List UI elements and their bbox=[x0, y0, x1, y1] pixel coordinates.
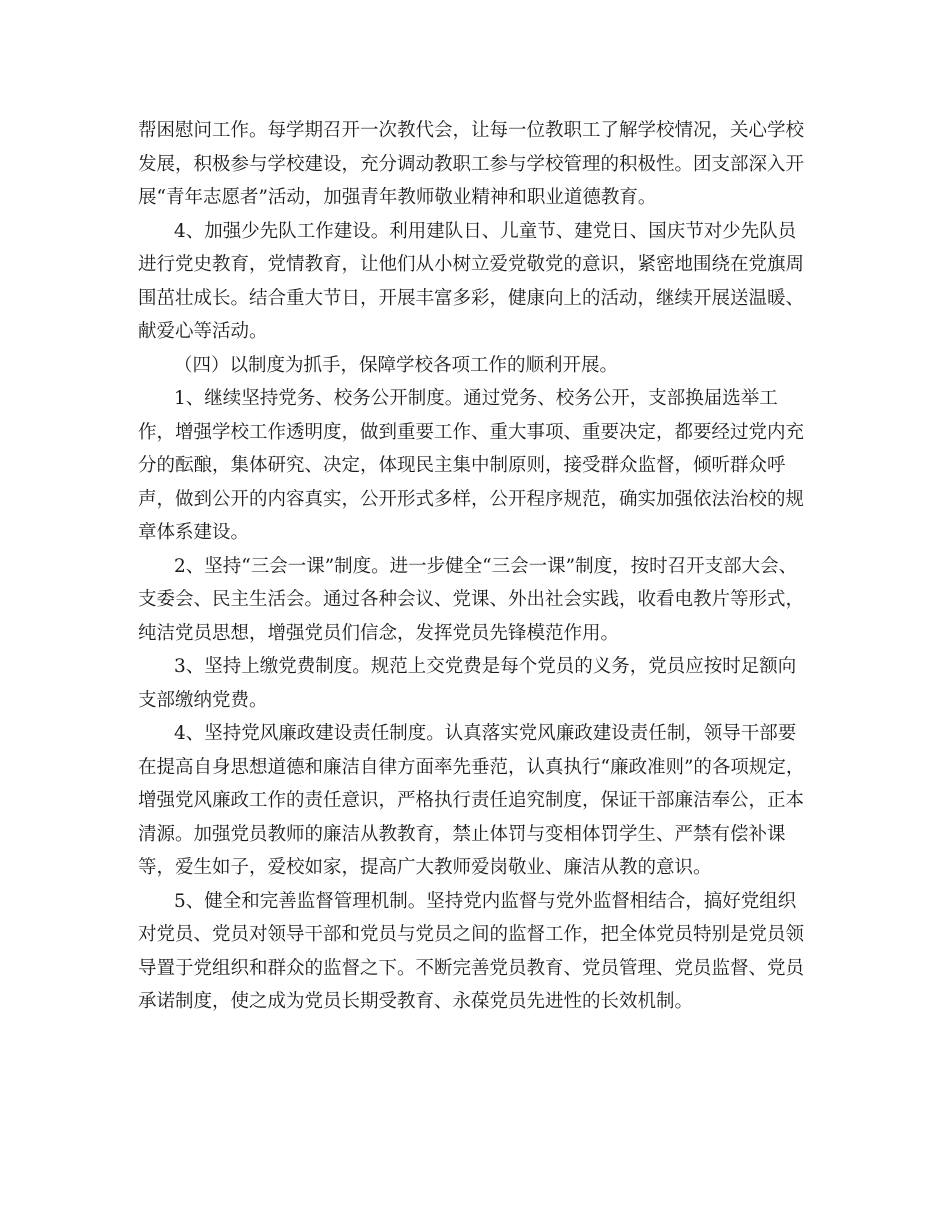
paragraph-start-line: 1、继续坚持党务、校务公开制度。通过党务、校务公开，支部换届选举工 bbox=[174, 388, 778, 409]
text-line: 献爱心等活动。 bbox=[138, 321, 268, 342]
text-line: 承诺制度，使之成为党员长期受教育、永葆党员先进性的长效机制。 bbox=[138, 991, 694, 1012]
paragraph-start-line: 4、坚持党风廉政建设责任制度。认真落实党风廉政建设责任制，领导干部要 bbox=[174, 723, 797, 744]
text-line: 进行党史教育，党情教育，让他们从小树立爱党敬党的意识，紧密地围绕在党旗周 bbox=[138, 254, 805, 275]
paragraph-start-line: 4、加强少先队工作建设。利用建队日、儿童节、建党日、国庆节对少先队员 bbox=[174, 220, 797, 242]
text-line: 展“青年志愿者”活动，加强青年教师敬业精神和职业道德教育。 bbox=[138, 187, 657, 208]
text-line: 作，增强学校工作透明度，做到重要工作、重大事项、重要决定，都要经过党内充 bbox=[138, 421, 805, 443]
paragraph-start-line: 3、坚持上缴党费制度。规范上交党费是每个党员的义务，党员应按时足额向 bbox=[174, 656, 797, 677]
text-line: 对党员、党员对领导干部和党员与党员之间的监督工作，把全体党员特别是党员领 bbox=[138, 924, 805, 945]
text-line: 在提高自身思想道德和廉洁自律方面率先垂范，认真执行“廉政准则”的各项规定， bbox=[138, 756, 805, 778]
section-heading: （四）以制度为抓手，保障学校各项工作的顺利开展。 bbox=[174, 354, 619, 376]
text-line: 发展，积极参与学校建设，充分调动教职工参与学校管理的积极性。团支部深入开 bbox=[138, 153, 805, 175]
paragraph-start-line: 5、健全和完善监督管理机制。坚持党内监督与党外监督相结合，搞好党组织 bbox=[174, 890, 797, 912]
text-line: 支部缴纳党费。 bbox=[138, 689, 268, 711]
text-line: 帮困慰问工作。每学期召开一次教代会，让每一位教职工了解学校情况，关心学校 bbox=[138, 120, 805, 141]
text-line: 分的酝酿，集体研究、决定，体现民主集中制原则，接受群众监督，倾听群众呼 bbox=[138, 455, 786, 476]
text-line: 增强党风廉政工作的责任意识，严格执行责任追究制度，保证干部廉洁奉公，正本 bbox=[138, 790, 805, 811]
text-line: 围茁壮成长。结合重大节日，开展丰富多彩，健康向上的活动，继续开展送温暖、 bbox=[138, 287, 805, 309]
document-body bbox=[138, 114, 818, 1019]
text-line: 等，爱生如子，爱校如家，提高广大教师爱岗敬业、廉洁从教的意识。 bbox=[138, 857, 712, 878]
text-line: 导置于党组织和群众的监督之下。不断完善党员教育、党员管理、党员监督、党员 bbox=[138, 957, 805, 979]
text-line: 纯洁党员思想，增强党员们信念，发挥党员先锋模范作用。 bbox=[138, 622, 620, 644]
paragraph-start-line: 2、坚持“三会一课”制度。进一步健全“三会一课”制度，按时召开支部大会、 bbox=[174, 555, 798, 577]
text-line: 支委会、民主生活会。通过各种会议、党课、外出社会实践，收看电教片等形式， bbox=[138, 589, 805, 610]
text-line: 声，做到公开的内容真实，公开形式多样，公开程序规范，确实加强依法治校的规 bbox=[138, 488, 805, 510]
text-line: 章体系建设。 bbox=[138, 522, 250, 543]
text-line: 清源。加强党员教师的廉洁从教教育，禁止体罚与变相体罚学生、严禁有偿补课 bbox=[138, 823, 786, 845]
